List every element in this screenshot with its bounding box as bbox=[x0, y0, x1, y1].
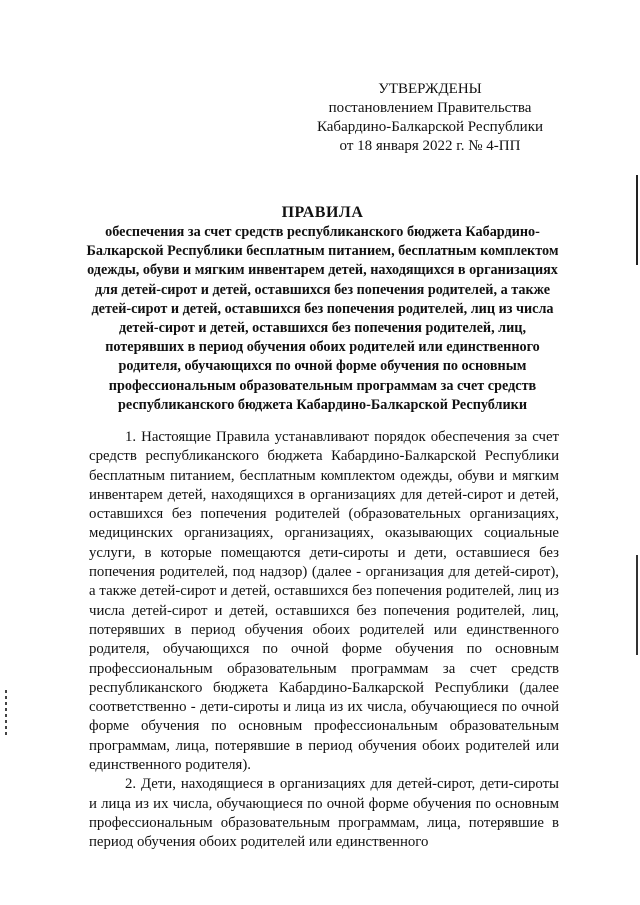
paragraph-2: 2. Дети, находящиеся в организациях для детей-сирот, дети-сироты и лица из их числа, обучающиеся по очной форме обучения по основным профессиональным образовательным программам, лица, потерявшие в период обучения обоих родителей или единственного bbox=[89, 776, 559, 851]
document-subtitle: обеспечения за счет средств республиканского бюджета Кабардино-Балкарской Республики бесплатным питанием, бесплатным комплектом одежды, обуви и мягким инвентарем детей, находящихся в организациях для детей-сирот и детей, оставшихся без попечения родителей, а также детей-сирот и детей, оставшихся без попечения родителей, лиц из числа детей-сирот и детей, оставшихся без попечения родителей, лиц, потерявших в период обучения обоих родителей или единственного родителя, обучающихся по очной форме обучения по основным профессиональным образовательным программам за счет средств республиканского бюджета Кабардино-Балкарской Республики bbox=[86, 224, 559, 413]
approval-date: от 18 января 2022 г. № 4-ПП bbox=[339, 138, 521, 154]
scan-binding-mark bbox=[5, 690, 7, 735]
scan-edge-mark-lower bbox=[636, 555, 638, 655]
approval-resolution: постановлением Правительства bbox=[328, 100, 532, 116]
document-title: ПРАВИЛА bbox=[281, 204, 364, 221]
document-body bbox=[89, 428, 559, 853]
paragraph-1: 1. Настоящие Правила устанавливают порядок обеспечения за счет средств республиканского бюджета Кабардино-Балкарской Республики бесплатным питанием, бесплатным комплектом одежды, обуви и мягким инвентарем детей, находящихся в организациях для детей-сирот и детей, оставшихся без попечения родителей (образовательных организациях, медицинских организациях, организациях, оказывающих социальные услуги, в которые помещаются дети-сироты и дети, оставшиеся без попечения родителей, под надзор) (далее - организация для детей-сирот), а также детей-сирот и детей, оставшихся без попечения родителей, лиц из числа детей-сирот и детей, оставшихся без попечения родителей, лиц, потерявших в период обучения обоих родителей или единственного родителя, обучающихся по очной форме обучения по основным профессиональным образовательным программам за счет средств республиканского бюджета Кабардино-Балкарской Республики (далее соответственно - дети-сироты и лица из их числа, обучающиеся по очной форме обучения по основным профессиональным образовательным программам, лица, потерявшие в период обучения обоих родителей или единственного родителя). bbox=[89, 429, 559, 774]
approval-authority: Кабардино-Балкарской Республики bbox=[316, 119, 544, 135]
approval-heading: УТВЕРЖДЕНЫ bbox=[378, 81, 482, 97]
document-title-block bbox=[80, 203, 565, 415]
approval-stamp bbox=[300, 80, 560, 156]
scan-edge-mark bbox=[636, 175, 638, 265]
